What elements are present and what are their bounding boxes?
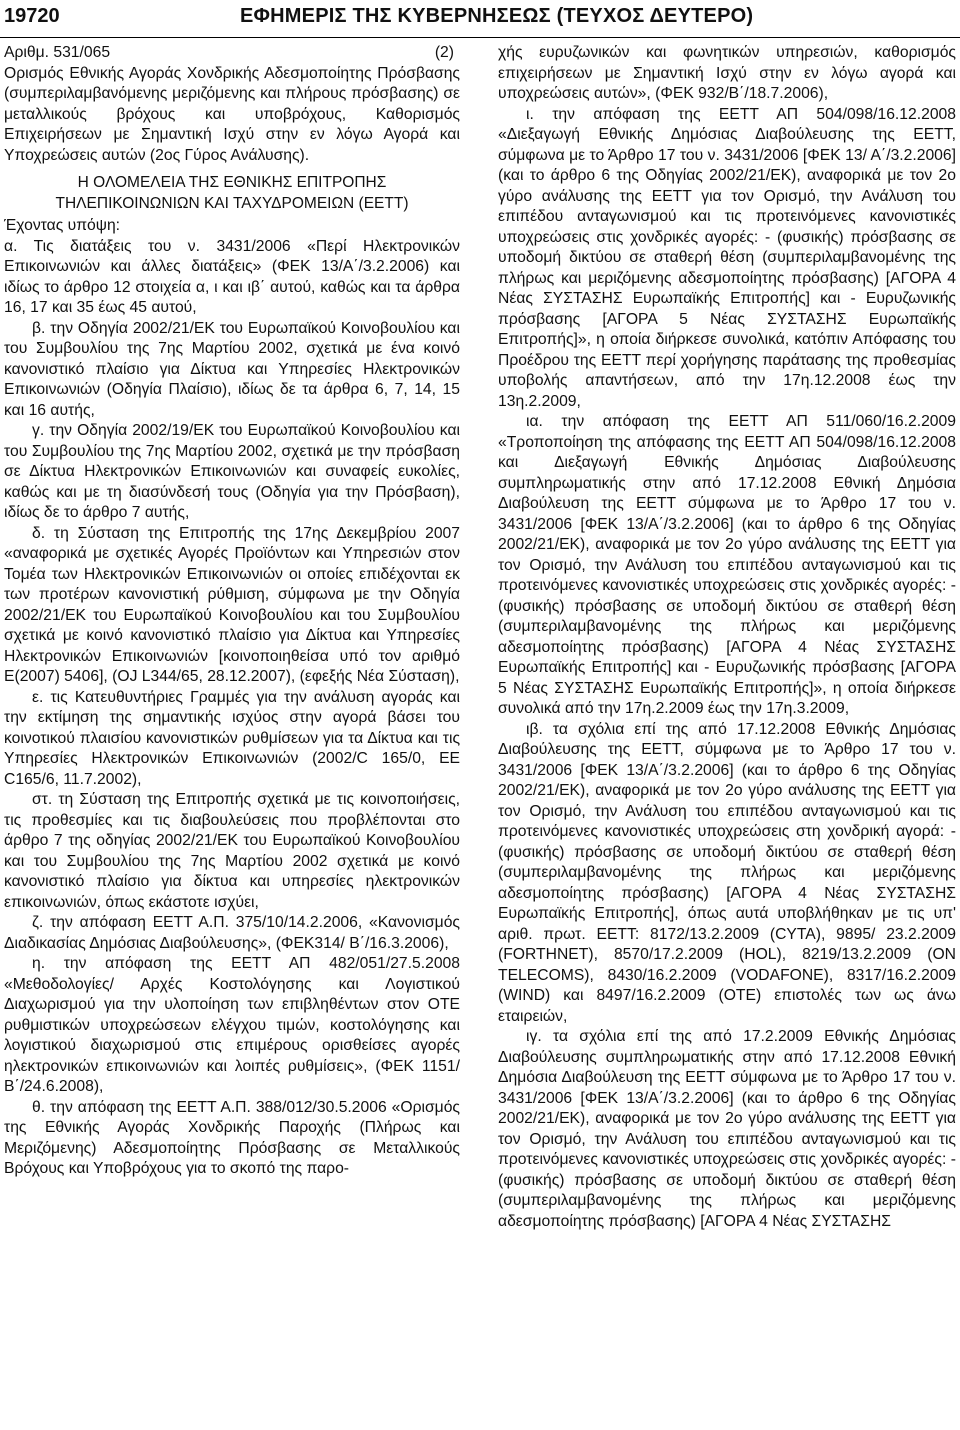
paragraph-th: θ. την απόφαση της ΕΕΤΤ Α.Π. 388/012/30.5.2006 «Ορισμός της Εθνικής Αγοράς Χονδρικής Παροχής (Πλήρως και Μεριζόμενης) Αδεσμοποίητης Πρόσβασης σε Μεταλλικούς Βρόχους και Υποβρόχους για το σκοπό της παρο- [4, 1098, 460, 1177]
paragraph-th-continued: χής ευρυζωνικών και φωνητικών υπηρεσιών, καθορισμός επιχειρήσεων με Σημαντική Ισχύ στην εν λόγω αγορά και υποχρεώσεις αυτών», (ΦΕΚ 932/Β΄/18.7.2006), [498, 44, 956, 102]
paragraph-e: ε. τις Κατευθυντήριες Γραμμές για την ανάλυση αγοράς και την εκτίμηση της σημαντικής ισχύος στην αγορά βάσει του κοινοτικού πλαισίου κανονιστικών ρυθμίσεων για τα Δίκτυα και τις Υπηρεσίες Ηλεκτρονικών Επικοινωνιών (2002/C 165/0, ΕΕ C165/6, 11.7.2002), [4, 688, 460, 788]
decision-number: Αριθμ. 531/065 [4, 44, 111, 61]
paragraph-a: α. Τις διατάξεις του ν. 3431/2006 «Περί Ηλεκτρονικών Επικοινωνιών και άλλες διατάξεις» (ΦΕΚ 13/Α΄/3.2.2006) και ιδίως το άρθρο 12 στοιχεία α, ι και ιβ΄ αυτού, καθώς και τα άρθρα 16, 17 και 35 έως 45 αυτού, [4, 237, 460, 316]
paragraph-ig: ιγ. τα σχόλια επί της από 17.2.2009 Εθνικής Δημόσιας Διαβούλευσης συμπληρωματικής στην από 17.12.2008 Εθνική Δημόσια Διαβούλευση της ΕΕΤΤ σύμφωνα με το Άρθρο 17 του ν. 3431/2006 [ΦΕΚ 13/Α΄/3.2.2006] (και το άρθρο 6 της Οδηγίας 2002/21/ΕΚ), αναφορικά με τον 2ο γύρο ανάλυσης της ΕΕΤΤ για τον Ορισμό, την Ανάλυση του επιπέδου ανταγωνισμού και τις προτεινόμενες κανονιστικές υποχρεώσεις στις χονδρικές αγορές: - (φυσικής) πρόσβασης σε υποδομή δικτύου σε σταθερή θέση (συμπεριλαμβανομένης της πλήρως και μεριζόμενης αδεσμοποίητης πρόσβασης) [ΑΓΟΡΑ 4 Νέας ΣΥΣΤΑΣΗΣ [498, 1028, 956, 1230]
authority-line-1: Η ΟΛΟΜΕΛΕΙΑ ΤΗΣ ΕΘΝΙΚΗΣ ΕΠΙΤΡΟΠΗΣ [77, 174, 387, 191]
paragraph-ib: ιβ. τα σχόλια επί της από 17.12.2008 Εθνικής Δημόσιας Διαβούλευσης της ΕΕΤΤ, σύμφωνα με το Άρθρο 17 του ν. 3431/2006 [ΦΕΚ 13/Α΄/3.2.2006] (και το άρθρο 6 της Οδηγίας 2002/21/ΕΚ), αναφορικά με τον 2ο γύρο ανάλυσης της ΕΕΤΤ για τον Ορισμό, την Ανάλυση του επιπέδου ανταγωνισμού και τις προτεινόμενες κανονιστικές υποχρεώσεις στη χονδρική αγορά: - (φυσικής) πρόσβασης σε υποδομή δικτύου σε σταθερή θέση (συμπεριλαμβανομένης της πλήρως και μεριζόμενης αδεσμοποίητης πρόσβασης) [ΑΓΟΡΑ 4 Νέας ΣΥΣΤΑΣΗΣ Ευρωπαϊκής Επιτροπής], όπως αυτά υποβλήθηκαν με τις υπ' αριθ. πρωτ. ΕΕΤΤ: 8172/13.2.2009 (CYTA), 9895/ 23.2.2009 (FORTHNET), 8570/17.2.2009 (HOL), 8219/13.2.2009 (ON TELECOMS), 8430/16.2.2009 (VODAFONE), 8317/16.2.2009 (WIND) και 8497/16.2.2009 (ΟΤΕ) επιστολές των ως άνω εταιρειών, [498, 720, 956, 1025]
paragraph-h: η. την απόφαση της ΕΕΤΤ ΑΠ 482/051/27.5.2008 «Μεθοδολογίες/ Αρχές Κοστολόγησης και Λογιστικού Διαχωρισμού για την υλοποίηση των επιβληθέντων στον ΟΤΕ ρυθμιστικών υποχρεώσεων ελέγχου τιμών, κοστολόγησης και λογιστικού διαχωρισμού στις επιμέρους ορισθείσες αγορές ηλεκτρονικών επικοινωνιών και λοιπές ρυθμίσεις», (ΦΕΚ 1151/Β΄/24.6.2008), [4, 955, 460, 1095]
page-header [0, 0, 960, 38]
decision-number-line [4, 43, 460, 64]
gazette-title: ΕΦΗΜΕΡΙΣ ΤΗΣ ΚΥΒΕΡΝΗΣΕΩΣ (ΤΕΥΧΟΣ ΔΕΥΤΕΡΟ) [240, 5, 754, 27]
paragraph-d: δ. τη Σύσταση της Επιτροπής της 17ης Δεκεμβρίου 2007 «αναφορικά με σχετικές Αγορές Προϊόντων και Υπηρεσιών στον Τομέα των Ηλεκτρονικών Επικοινωνιών οι οποίες επιδέχονται εκ των προτέρων κανονιστική ρύθμιση, σύμφωνα με την Οδηγία 2002/21/ΕΚ του Ευρωπαϊκού Κοινοβουλίου και του Συμβουλίου σχετικά με κοινό κανονιστικό πλαίσιο για Δίκτυα και Υπηρεσίες Ηλεκτρονικών Επικοινωνιών [κοινοποιηθείσα υπό τον αριθμό Ε(2007) 5406], (OJ L344/65, 28.12.2007), (εφεξής Νέα Σύσταση), [4, 524, 460, 685]
page-number: 19720 [4, 5, 60, 27]
decision-title: Ορισμός Εθνικής Αγοράς Χονδρικής Αδεσμοποίητης Πρόσβασης (συμπεριλαμβανόμενης μεριζόμενης και πλήρους πρόσβασης) σε μεταλλικούς βρόχους και υποβρόχους, Καθορισμός Επιχειρήσεων με Σημαντική Ισχύ στην εν λόγω Αγορά και Υποχρεώσεις αυτών (2ος Γύρος Ανάλυσης). [4, 64, 460, 164]
having-regard-heading: Έχοντας υπόψη: [4, 217, 121, 234]
paragraph-st: στ. τη Σύσταση της Επιτροπής σχετικά με τις κοινοποιήσεις, τις προθεσμίες και τις διαβουλεύσεις που προβλέπονται στο άρθρο 7 της οδηγίας 2002/21/ΕΚ του Ευρωπαϊκού Κοινοβουλίου και του Συμβουλίου της 7ης Μαρτίου 2002 σχετικά με κοινό κανονιστικό πλαίσιο για δίκτυα και υπηρεσίες ηλεκτρονικών επικοινωνιών, όπως εκάστοτε ισχύει, [4, 791, 460, 911]
decision-index: (2) [434, 44, 454, 61]
paragraph-z: ζ. την απόφαση ΕΕΤΤ Α.Π. 375/10/14.2.2006, «Κανονισμός Διαδικασίας Δημόσιας Διαβούλευσης», (ΦΕΚ314/ Β΄/16.3.2006), [4, 914, 460, 952]
paragraph-c: γ. την Οδηγία 2002/19/ΕΚ του Ευρωπαϊκού Κοινοβουλίου και του Συμβουλίου της 7ης Μαρτίου 2002, σχετικά με την πρόσβαση σε Δίκτυα Ηλεκτρονικών Επικοινωνιών και συναφείς ευκολίες, καθώς και με τη διασύνδεσή τους (Οδηγία για την Πρόσβαση), ιδίως δε το άρθρο 7 αυτής, [4, 422, 460, 521]
issuing-authority [4, 172, 460, 214]
authority-line-2: ΤΗΛΕΠΙΚΟΙΝΩΝΙΩΝ ΚΑΙ ΤΑΧΥΔΡΟΜΕΙΩΝ (ΕΕΤΤ) [55, 195, 409, 212]
paragraph-ia: ια. την απόφαση της ΕΕΤΤ ΑΠ 511/060/16.2.2009 «Τροποποίηση της απόφασης της ΕΕΤΤ ΑΠ 504/098/16.12.2008 και Διεξαγωγή Εθνικής Δημόσιας Διαβούλευσης συμπληρωματικής στην από 17.12.2008 Εθνική Δημόσια Διαβούλευση της ΕΕΤΤ σύμφωνα με το Άρθρο 17 του ν. 3431/2006 [ΦΕΚ 13/Α΄/3.2.2006] (και το άρθρο 6 της Οδηγίας 2002/21/ΕΚ), αναφορικά με τον 2ο γύρο ανάλυσης της ΕΕΤΤ για τον Ορισμό, την Ανάλυση του επιπέδου ανταγωνισμού και τις προτεινόμενες κανονιστικές υποχρεώσεις στις χονδρικές αγορές: - (φυσικής) πρόσβασης σε υποδομή δικτύου σε σταθερή θέση (συμπεριλαμβανομένης της πλήρως και μεριζόμενης αδεσμοποίητης πρόσβασης) [ΑΓΟΡΑ 4 Νέας ΣΥΣΤΑΣΗΣ Ευρωπαϊκής Επιτροπής] και - Ευρυζωνικής πρόσβασης [ΑΓΟΡΑ 5 Νέας ΣΥΣΤΑΣΗΣ Ευρωπαϊκής Επιτροπής]», η οποία διήρκεσε συνολικά από την 17η.2.2009 έως την 17η.3.2009, [498, 413, 956, 717]
right-column [498, 43, 956, 1232]
left-column [4, 43, 460, 1180]
paragraph-i: ι. την απόφαση της ΕΕΤΤ ΑΠ 504/098/16.12.2008 «Διεξαγωγή Εθνικής Δημόσιας Διαβούλευσης της ΕΕΤΤ, σύμφωνα με το Άρθρο 17 του ν. 3431/2006 [ΦΕΚ 13/ Α΄/3.2.2006] (και το άρθρο 6 της Οδηγίας 2002/21/ΕΚ), αναφορικά με τον 2ο γύρο ανάλυσης της ΕΕΤΤ για τον Ορισμό, την Ανάλυση του επιπέδου ανταγωνισμού και τις προτεινόμενες κανονιστικές υποχρεώσεις στις χονδρικές αγορές: - (φυσικής) πρόσβασης σε υποδομή δικτύου σε σταθερή θέση (συμπεριλαμβανομένης της πλήρως και μεριζόμενης αδεσμοποίητης πρόσβασης) [ΑΓΟΡΑ 4 Νέας ΣΥΣΤΑΣΗΣ Ευρωπαϊκής Επιτροπής] και - Ευρυζωνικής πρόσβασης [ΑΓΟΡΑ 5 Νέας ΣΥΣΤΑΣΗΣ Ευρωπαϊκής Επιτροπής]», η οποία διήρκεσε συνολικά, κατόπιν Απόφασης του Προέδρου της ΕΕΤΤ περί χορήγησης παράτασης της προθεσμίας υποβολής απαντήσεων, από την 17η.12.2008 έως την 13η.2.2009, [498, 105, 956, 410]
paragraph-b: β. την Οδηγία 2002/21/ΕΚ του Ευρωπαϊκού Κοινοβουλίου και του Συμβουλίου της 7ης Μαρτίου 2002, σχετικά με ένα κοινό κανονιστικό πλαίσιο για Δίκτυα και Υπηρεσίες Ηλεκτρονικών Επικοινωνιών (Οδηγία Πλαίσιο), ιδίως δε τα άρθρα 6, 7, 14, 15 και 16 αυτής, [4, 319, 460, 419]
